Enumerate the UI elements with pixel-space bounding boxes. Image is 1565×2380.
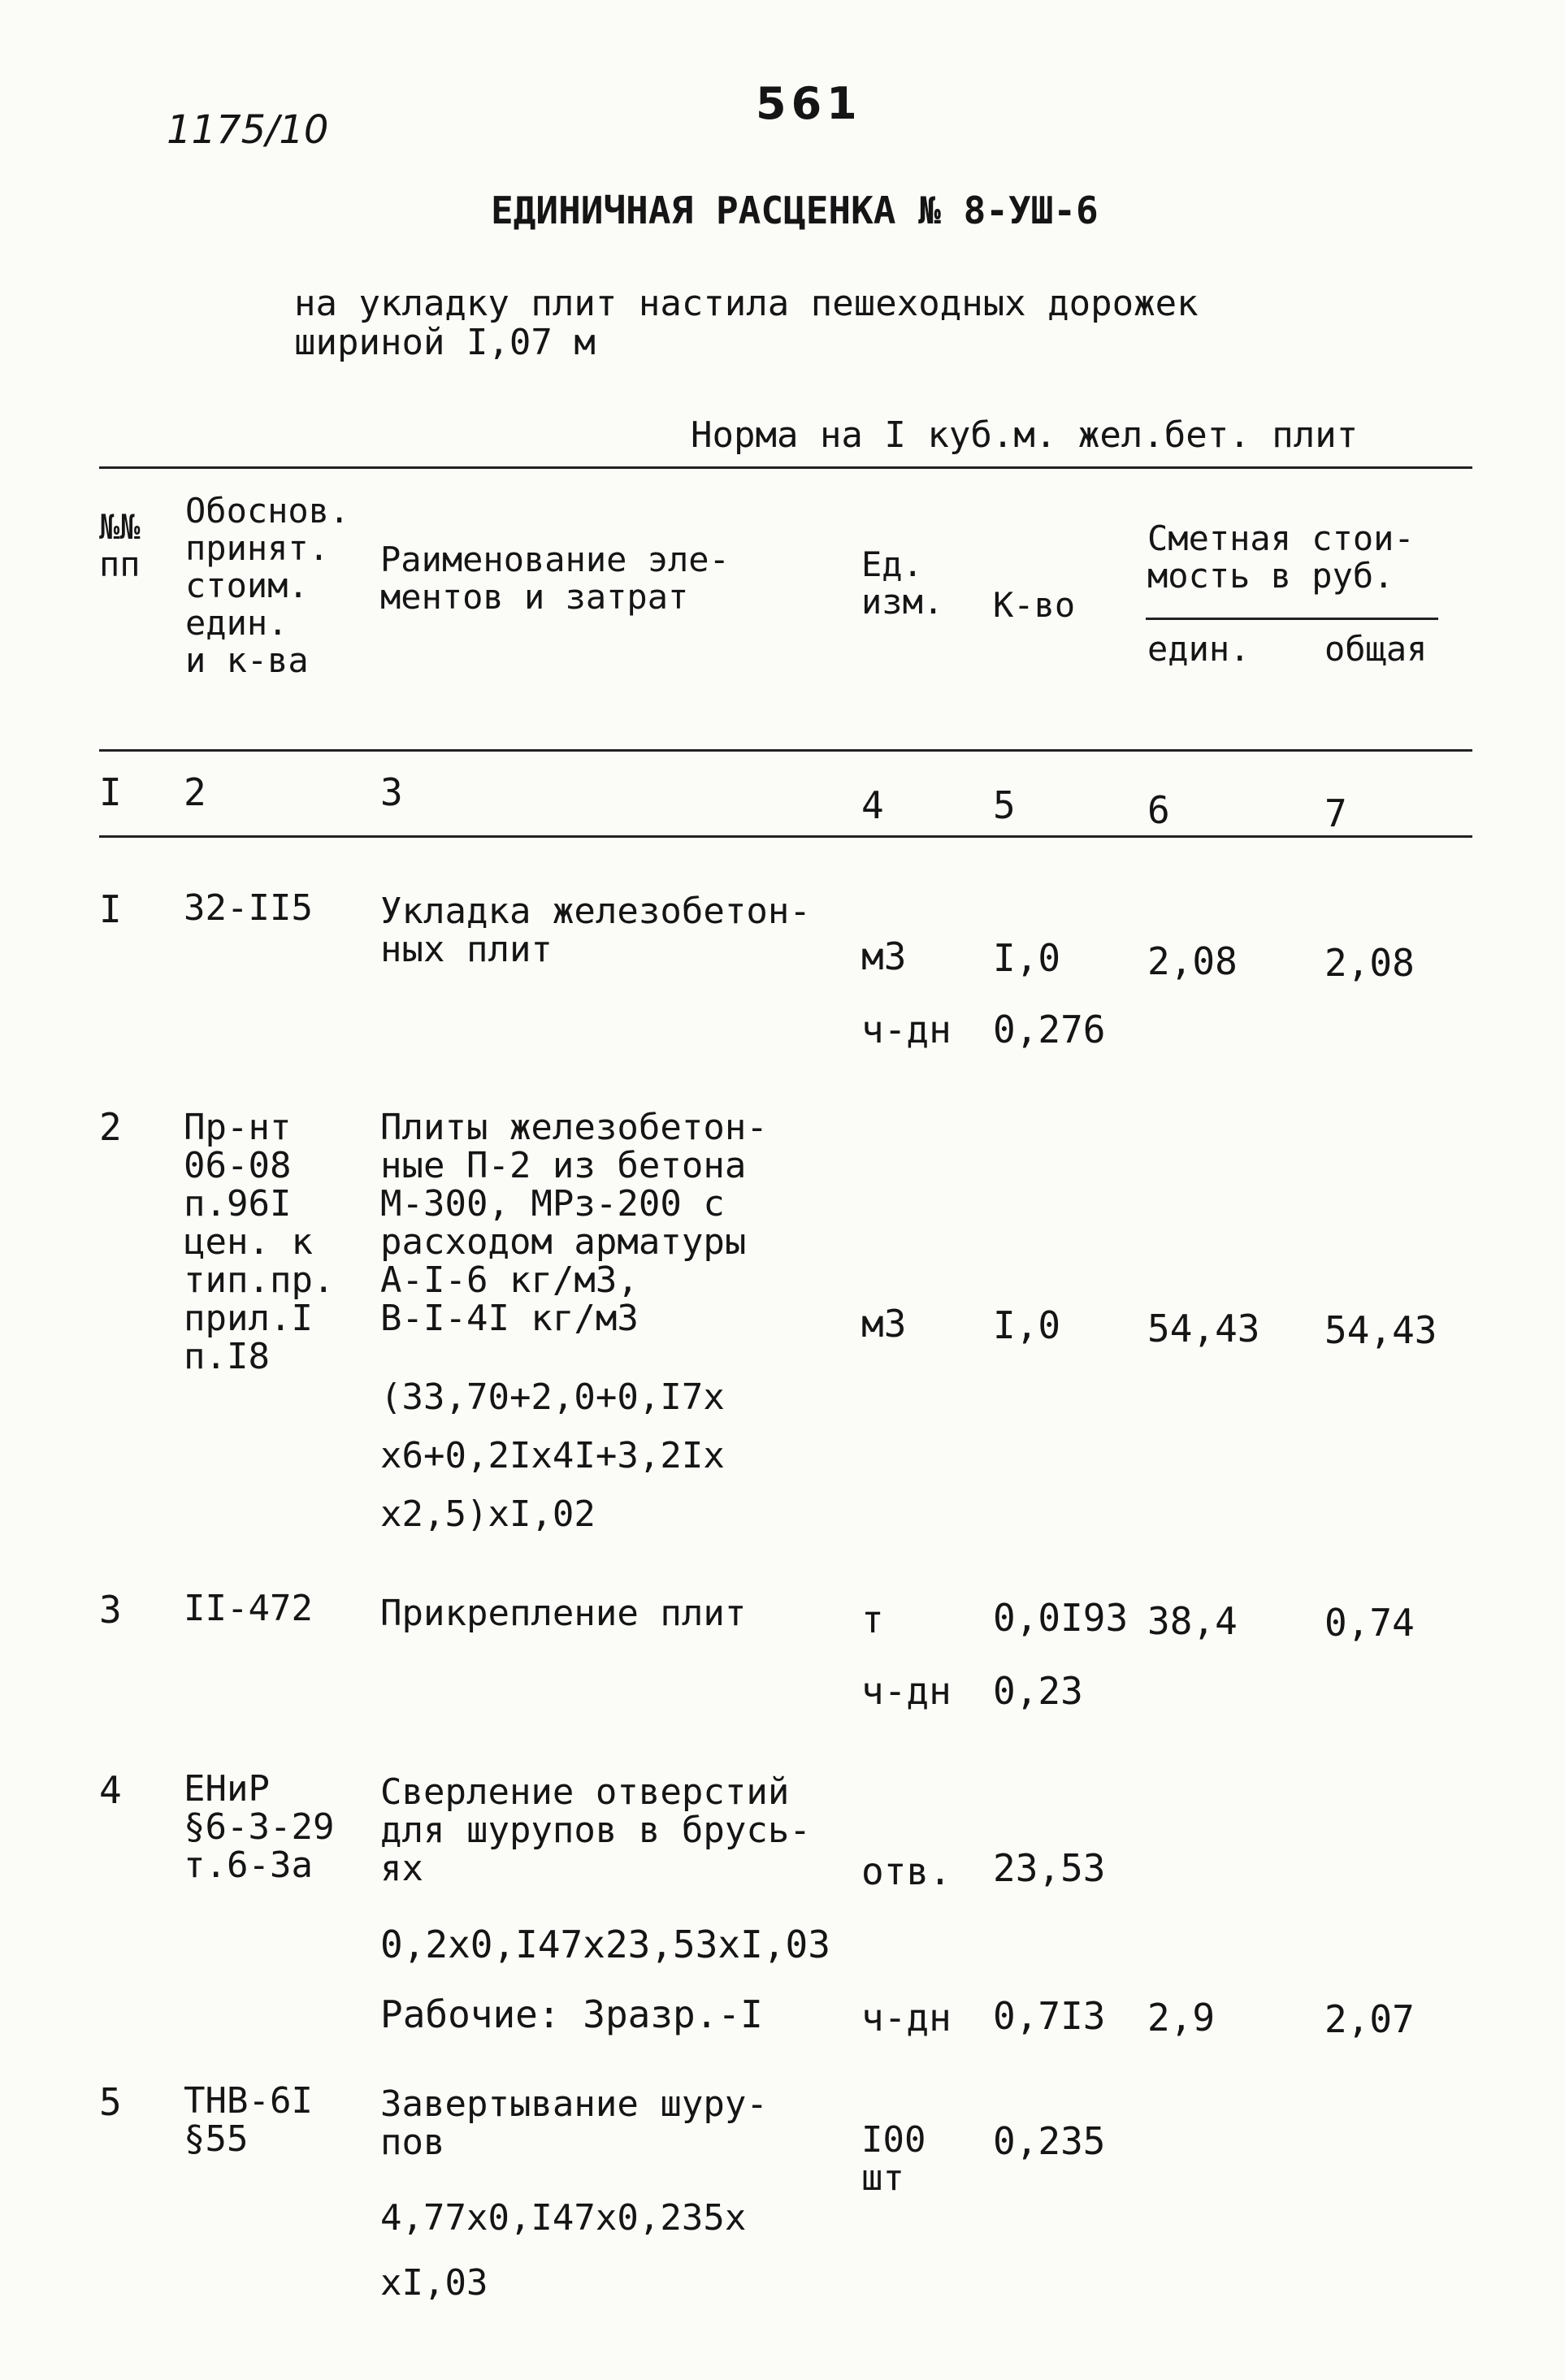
row-qty: 0,0I93 [993,1596,1129,1640]
row-calc: 4,77х0,I47х0,235х хI,03 [380,2197,747,2304]
row-num: I [99,887,122,931]
row-total: 2,07 [1324,1997,1415,2041]
column-numbers-rule [99,835,1472,838]
row-total: 2,08 [1324,941,1415,985]
row-basis: 32-II5 [184,887,313,929]
row-total: 54,43 [1324,1308,1437,1352]
document-subtitle: на укладку плит настила пешеходных дорожек шириной I,07 м [294,283,1199,363]
row-workers: Рабочие: 3разр.-I [380,1992,763,2036]
row-basis: ТНВ-6I §55 [184,2080,313,2160]
header-unit: Ед. изм. [861,544,944,622]
row-qty-labor: 0,7I3 [993,1994,1106,2038]
page-number: 561 [756,78,862,129]
col-number-2: 2 [184,770,206,814]
row-unit: м3 [861,934,907,978]
row-num: 3 [99,1588,122,1632]
table-top-rule [99,466,1472,469]
row-name: Завертывание шуру- пов [380,2083,768,2163]
row-calc: 0,2х0,I47х23,53хI,03 [380,1923,830,1966]
header-basis: Обоснов. принят. стоим. един. и к-ва [185,491,350,680]
row-num: 4 [99,1768,122,1812]
row-num: 2 [99,1105,122,1149]
row-unit: м3 [861,1302,907,1346]
row-unit-labor: ч-дн [861,1669,952,1713]
header-num: №№ пп [99,507,141,584]
row-basis: II-472 [184,1588,313,1629]
row-qty-labor: 0,23 [993,1669,1083,1713]
col-number-6: 6 [1147,788,1170,832]
header-cost: Сметная стои- мость в руб. [1147,518,1415,596]
row-basis: Пр-нт 06-08 п.96I цен. к тип.пр. прил.I п.I8 [184,1107,335,1377]
norm-label: Норма на I куб.м. жел.бет. плит [691,414,1359,456]
row-price: 2,9 [1147,1996,1216,2040]
row-qty-labor: 0,276 [993,1008,1106,1051]
col-number-3: 3 [380,770,403,814]
row-unit: I00 шт [861,2119,926,2199]
header-name: Раименование эле- ментов и затрат [380,540,730,617]
row-name: Плиты железобетон- ные П-2 из бетона М-300, МРз-200 с расходом арматуры А-I-6 кг/м3, В-I-4I кг/м3 [380,1107,768,1339]
row-unit-labor: ч-дн [861,1008,952,1051]
row-qty: 23,53 [993,1846,1106,1890]
col-number-7: 7 [1324,791,1347,835]
header-qty: К-во [993,585,1076,625]
row-qty: I,0 [993,1303,1061,1347]
row-price: 2,08 [1147,939,1238,983]
row-unit-labor: ч-дн [861,1996,952,2040]
row-basis: ЕНиР §6-3-29 т.6-3а [184,1768,335,1886]
document-title: ЕДИНИЧНАЯ РАСЦЕНКА № 8-УШ-6 [491,189,1099,232]
handwritten-reference: 1175/10 [167,107,329,153]
row-name: Укладка железобетон- ных плит [380,891,811,970]
row-price: 38,4 [1147,1599,1238,1643]
header-cost-total: общая [1324,629,1428,669]
row-name: Прикрепление плит [380,1593,747,1634]
row-price: 54,43 [1147,1307,1260,1350]
col-number-5: 5 [993,783,1016,827]
header-bottom-rule [99,749,1472,752]
cost-subheader-rule [1146,618,1438,620]
row-unit: отв. [861,1849,952,1893]
col-number-1: I [99,770,122,814]
row-total: 0,74 [1324,1601,1415,1645]
row-qty: 0,235 [993,2119,1106,2163]
row-unit: т [861,1598,884,1641]
row-num: 5 [99,2080,122,2124]
row-name: Сверление отверстий для шурупов в брусь- ях [380,1771,811,1889]
header-cost-unit: един. [1147,629,1251,669]
row-qty: I,0 [993,936,1061,980]
row-calc: (33,70+2,0+0,I7х х6+0,2Iх4I+3,2Iх х2,5)хI,02 [380,1376,725,1535]
col-number-4: 4 [861,783,884,827]
